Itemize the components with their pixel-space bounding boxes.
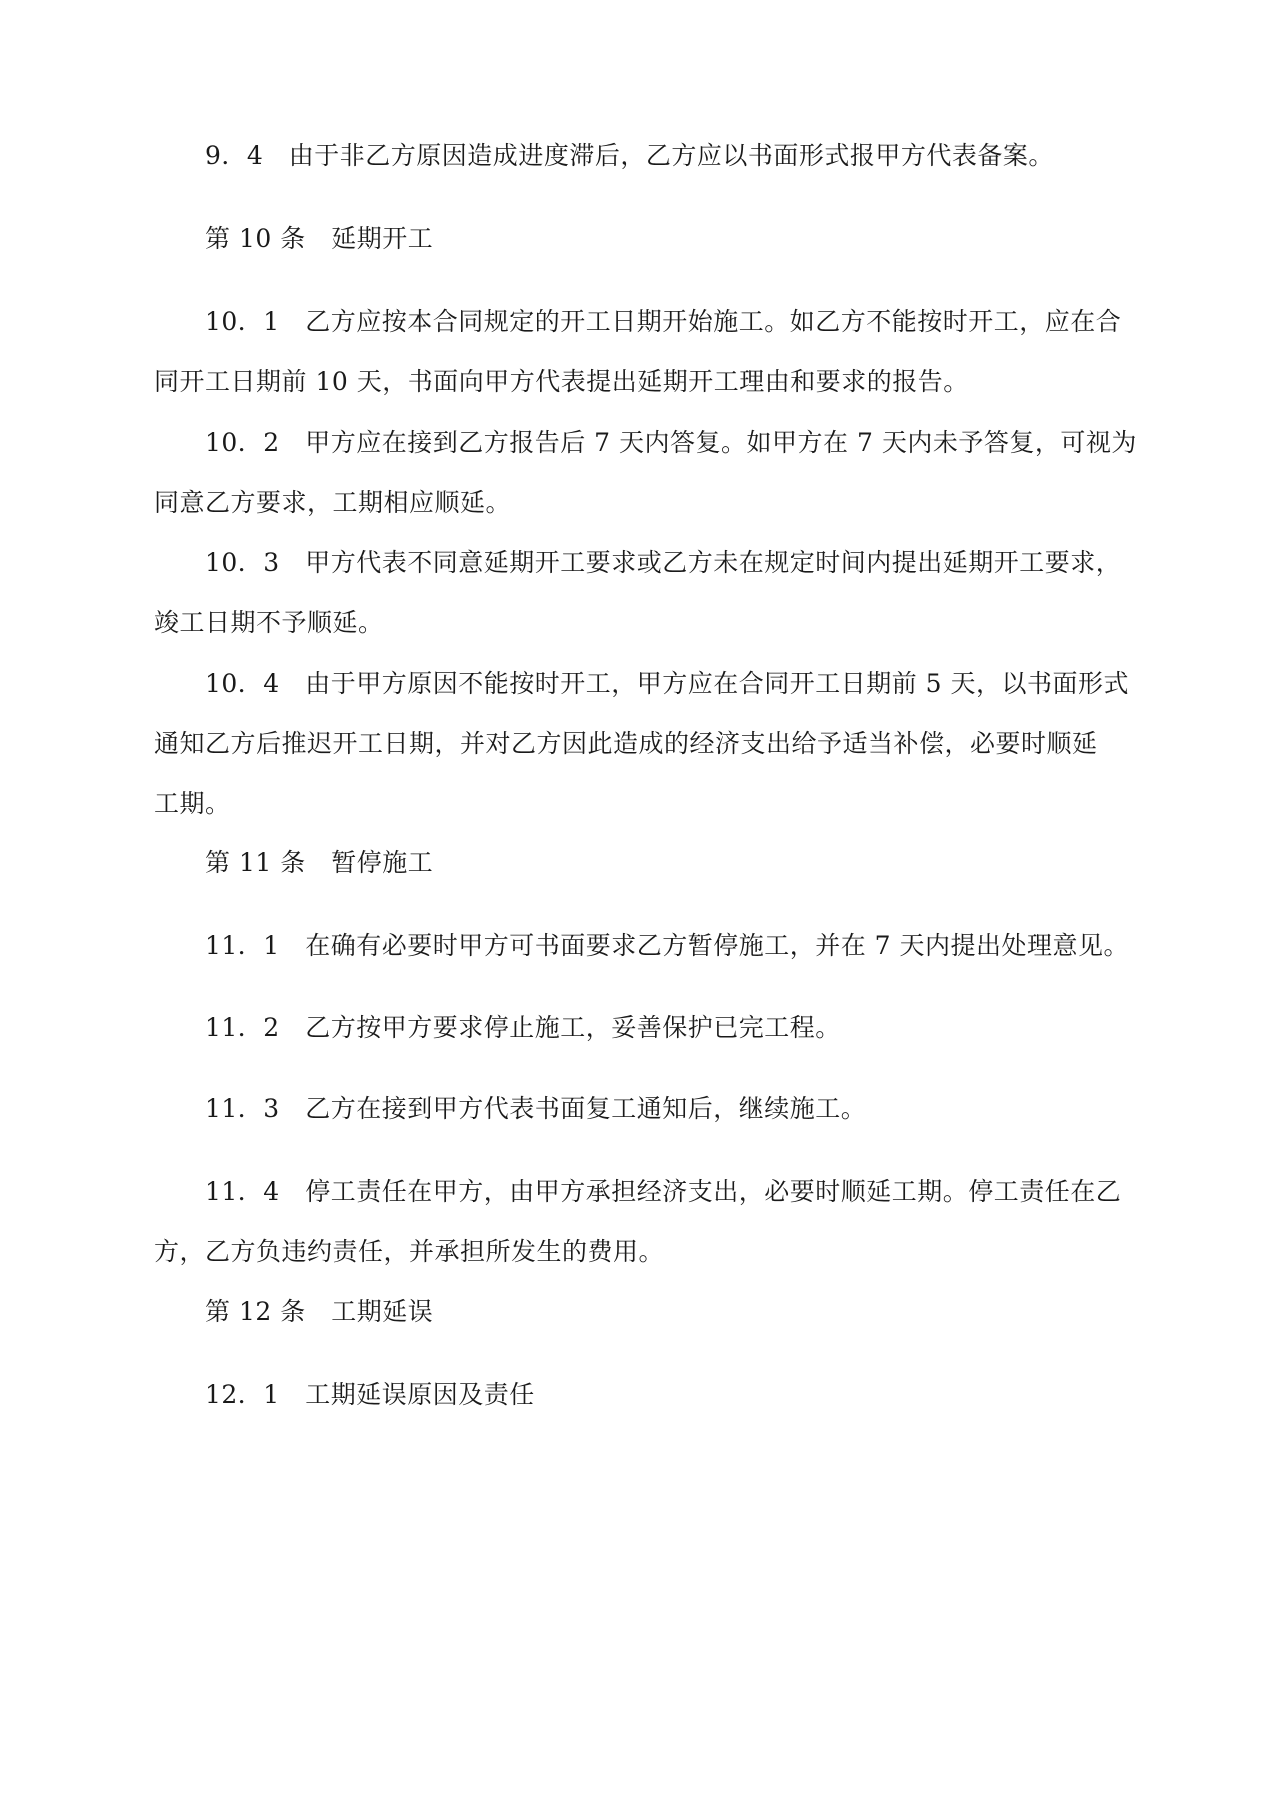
text-line: 12．1 工期延误原因及责任 xyxy=(205,1380,535,1409)
text-line: 10．4 由于甲方原因不能按时开工，甲方应在合同开工日期前 5 天，以书面形式 xyxy=(205,669,1130,698)
article-12-heading xyxy=(154,1282,1138,1342)
clause-9-4 xyxy=(154,126,1138,186)
clause-11-3 xyxy=(154,1079,1138,1139)
clause-10-4 xyxy=(154,654,1138,834)
text-line: 同意乙方要求，工期相应顺延。 xyxy=(154,488,512,517)
text-line: 工期。 xyxy=(154,789,231,818)
text-line: 第 11 条 暂停施工 xyxy=(205,848,434,877)
clause-10-3 xyxy=(154,533,1138,653)
text-line: 第 10 条 延期开工 xyxy=(205,224,434,253)
text-line: 第 12 条 工期延误 xyxy=(205,1297,434,1326)
clause-12-1 xyxy=(154,1365,1138,1425)
text-line: 11．2 乙方按甲方要求停止施工，妥善保护已完工程。 xyxy=(205,1013,841,1042)
text-line: 11．1 在确有必要时甲方可书面要求乙方暂停施工，并在 7 天内提出处理意见。 xyxy=(205,931,1130,960)
text-line: 9．4 由于非乙方原因造成进度滞后，乙方应以书面形式报甲方代表备案。 xyxy=(205,141,1054,170)
text-line: 通知乙方后推迟开工日期，并对乙方因此造成的经济支出给予适当补偿，必要时顺延 xyxy=(154,729,1098,758)
clause-10-2 xyxy=(154,413,1138,533)
text-line: 竣工日期不予顺延。 xyxy=(154,608,384,637)
clause-10-1 xyxy=(154,292,1138,412)
text-line: 方，乙方负违约责任，并承担所发生的费用。 xyxy=(154,1237,665,1266)
clause-11-2 xyxy=(154,998,1138,1058)
text-line: 11．4 停工责任在甲方，由甲方承担经济支出，必要时顺延工期。停工责任在乙 xyxy=(205,1177,1122,1206)
article-10-heading xyxy=(154,209,1138,269)
clause-11-4 xyxy=(154,1162,1138,1282)
article-11-heading xyxy=(154,833,1138,893)
text-line: 10．2 甲方应在接到乙方报告后 7 天内答复。如甲方在 7 天内未予答复，可视为 xyxy=(205,428,1137,457)
text-line: 10．3 甲方代表不同意延期开工要求或乙方未在规定时间内提出延期开工要求， xyxy=(205,548,1122,577)
text-line: 10．1 乙方应按本合同规定的开工日期开始施工。如乙方不能按时开工，应在合 xyxy=(205,307,1122,336)
clause-11-1 xyxy=(154,916,1138,976)
text-line: 11．3 乙方在接到甲方代表书面复工通知后，继续施工。 xyxy=(205,1094,867,1123)
text-line: 同开工日期前 10 天，书面向甲方代表提出延期开工理由和要求的报告。 xyxy=(154,367,969,396)
